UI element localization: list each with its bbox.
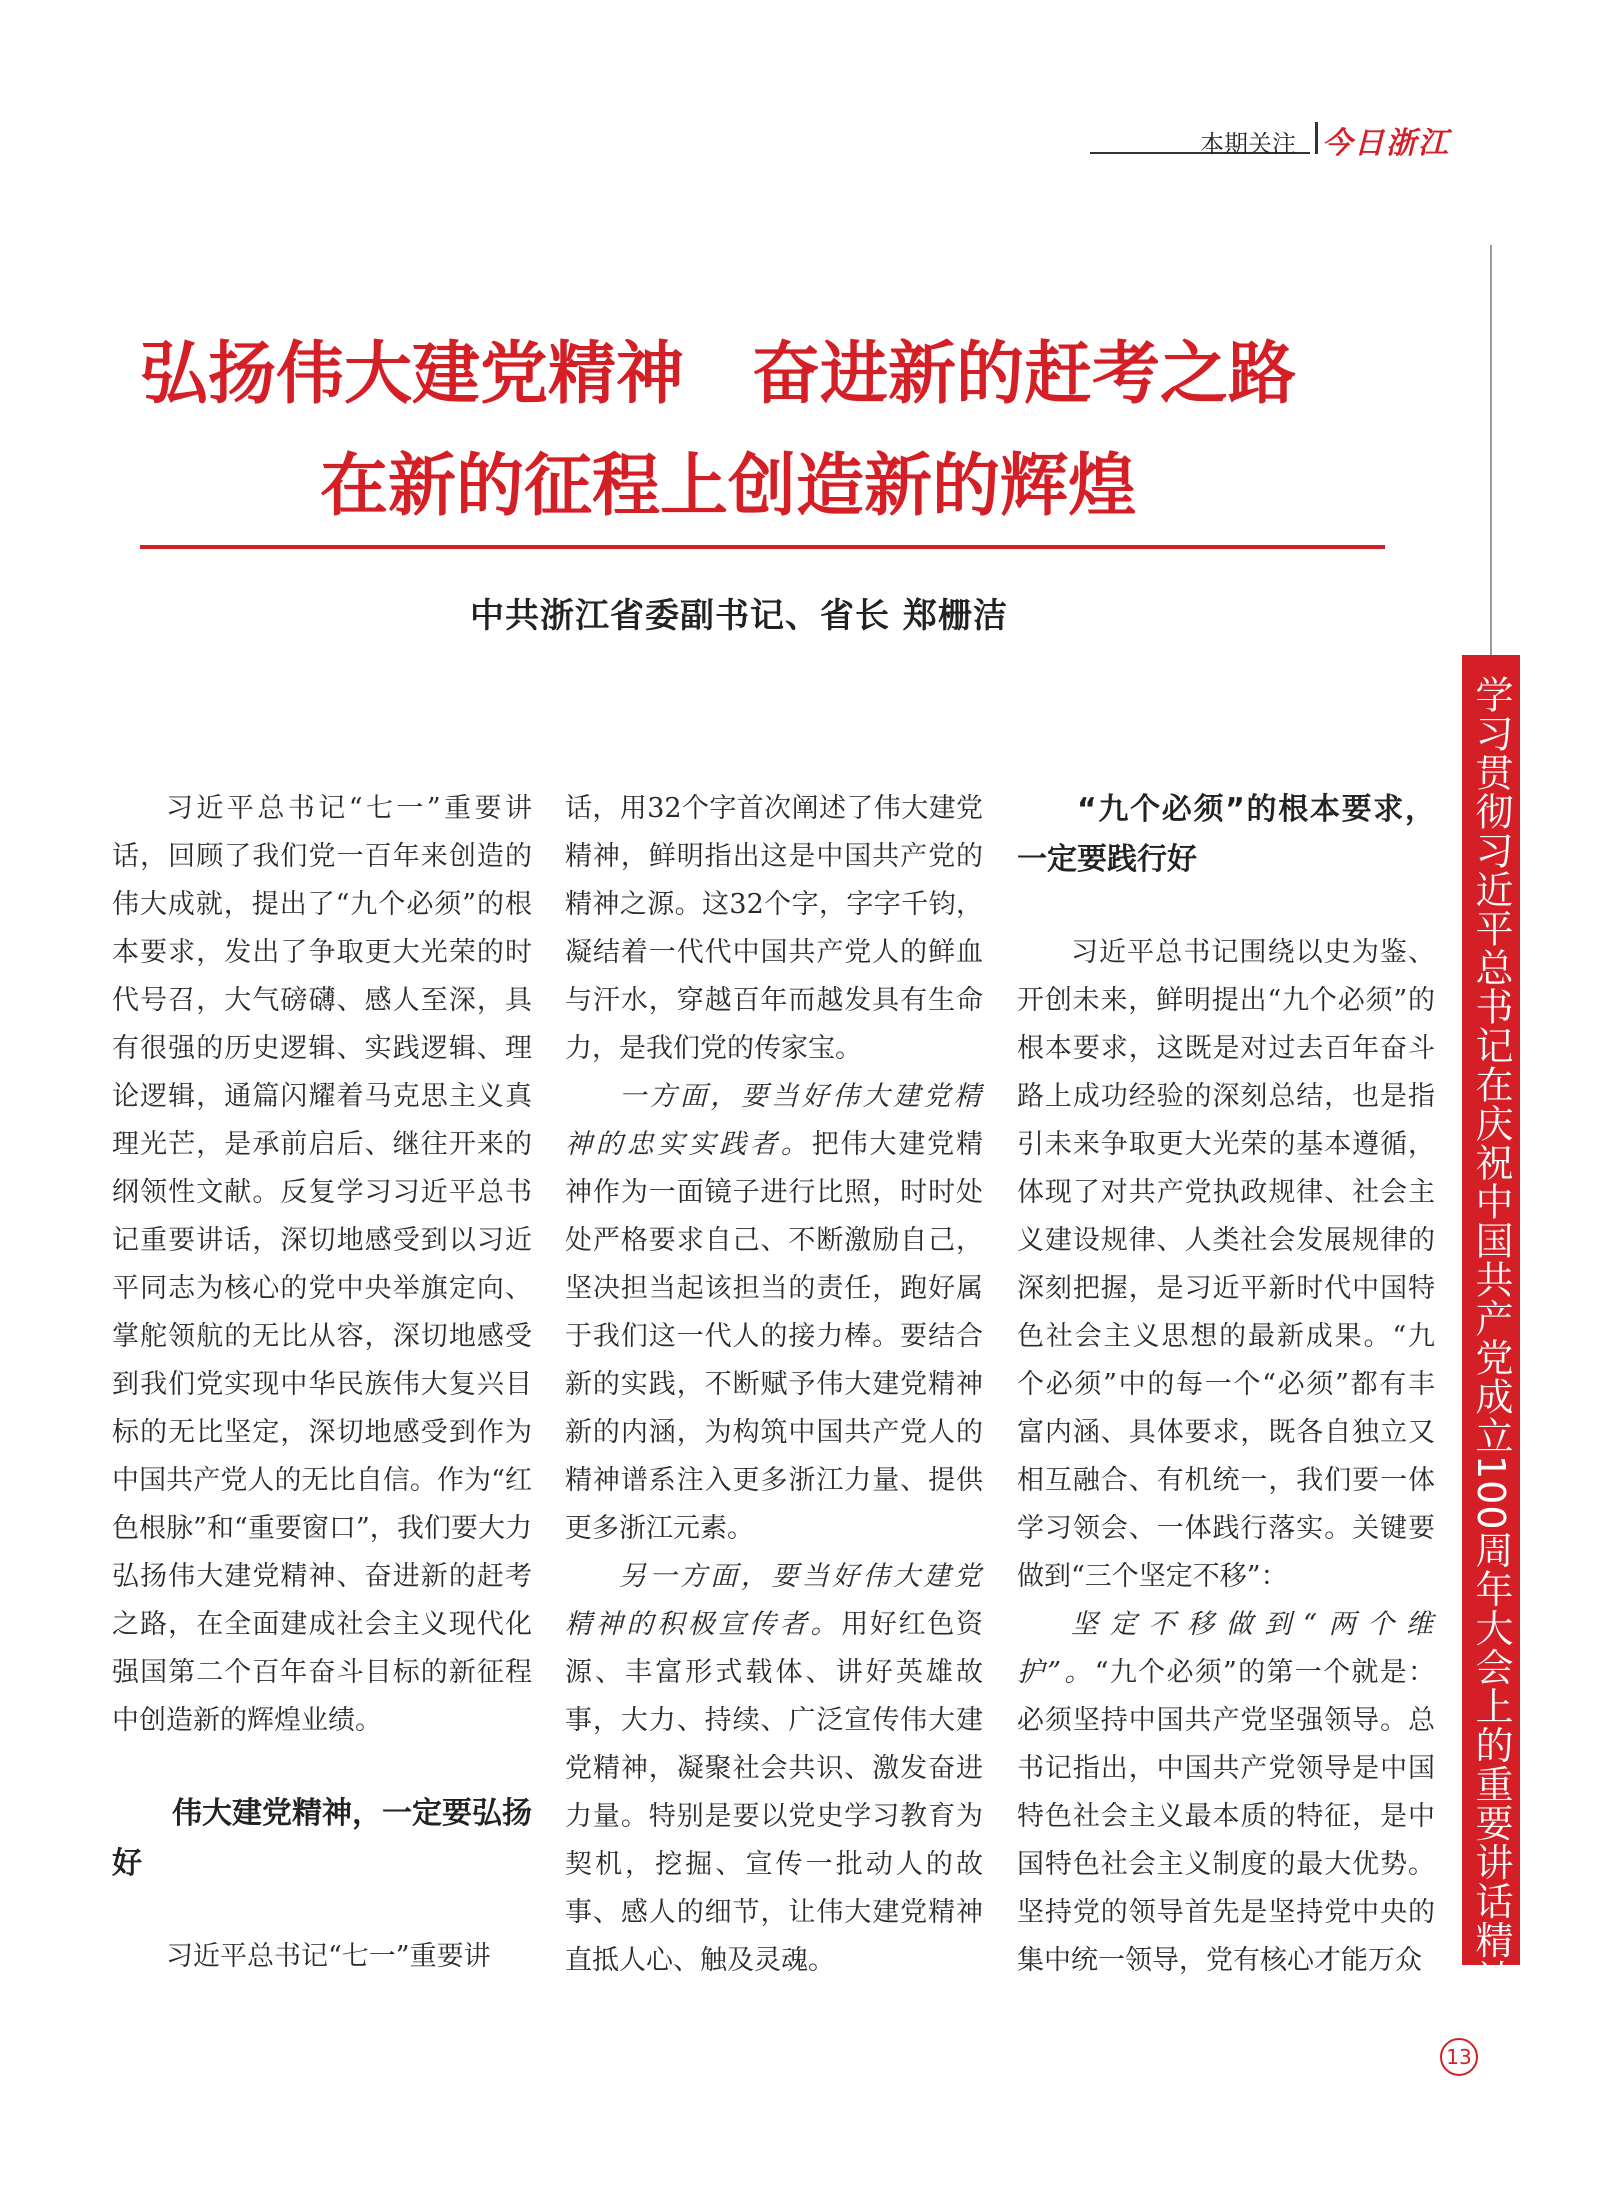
paragraph-body: 用好红色资源、丰富形式载体、讲好英雄故事，大力、持续、广泛宣传伟大建党精神，凝聚社会共识、激发奋进力量。特别是要以党史学习教育为契机，挖掘、宣传一批动人的故事、感人的细节，让伟大建党精神直抵人心、触及灵魂。: [565, 1609, 984, 1976]
paragraph-body: 把伟大建党精神作为一面镜子进行比照，时时处处严格要求自己、不断激励自己，坚决担当起该担当的责任，跑好属于我们这一代人的接力棒。要结合新的实践，不断赋予伟大建党精神新的内涵，为构筑中国共产党人的精神谱系注入更多浙江力量、提供更多浙江元素。: [565, 1129, 984, 1544]
article-title-line2: 在新的征程上创造新的辉煌: [320, 447, 1137, 526]
paragraph-lead: 另一方面，要当好伟大建党精神的积极宣传者。: [565, 1561, 983, 1640]
article-title-line1: 弘扬伟大建党精神 奋进新的赶考之路: [140, 335, 1297, 414]
header-divider: [1315, 122, 1318, 154]
paragraph: 话，用32个字首次阐述了伟大建党精神，鲜明指出这是中国共产党的精神之源。这32个字，字字千钧，凝结着一代代中国共产党人的鲜血与汗水，穿越百年而越发具有生命力，是我们党的传家宝。: [565, 793, 983, 1064]
section-heading: 伟大建党精神，一定要弘扬好: [112, 1796, 532, 1881]
paragraph: [565, 1073, 983, 1553]
text-column-3: [1017, 785, 1435, 1985]
section-heading: “九个必须”的根本要求，一定要践行好: [1017, 792, 1435, 877]
paragraph-lead: 一方面，要当好伟大建党精神的忠实实践者。: [565, 1081, 983, 1160]
article-author: 中共浙江省委副书记、省长 郑栅洁: [470, 596, 1008, 636]
magazine-logo: 今日浙江: [1322, 126, 1450, 161]
text-column-2: [565, 785, 983, 1985]
paragraph: [1017, 1601, 1435, 1985]
paragraph: 习近平总书记围绕以史为鉴、开创未来，鲜明提出“九个必须”的根本要求，这既是对过去百年奋斗路上成功经验的深刻总结，也是指引未来争取更大光荣的基本遵循，体现了对共产党执政规律、社会主义建设规律、人类社会发展规律的深刻把握，是习近平新时代中国特色社会主义思想的最新成果。“九个必须”中的每一个“必须”都有丰富内涵、具体要求，既各自独立又相互融合、有机统一，我们要一体学习领会、一体践行落实。关键要做到“三个坚定不移”：: [1017, 937, 1435, 1592]
topic-sidebar-text: 学习贯彻习近平总书记在庆祝中国共产党成立100周年大会上的重要讲话精神: [1469, 675, 1513, 1999]
paragraph-lead: 坚定不移做到“两个维护”。: [1017, 1609, 1435, 1688]
paragraph: [565, 1553, 983, 1985]
page-number: 13: [1440, 2038, 1478, 2076]
topic-sidebar: [1462, 655, 1520, 1999]
section-label: 本期关注: [1200, 130, 1296, 158]
text-column-1: [112, 785, 532, 1981]
title-underline: [140, 545, 1385, 549]
paragraph: 习近平总书记“七一”重要讲话，回顾了我们党一百年来创造的伟大成就，提出了“九个必须”的根本要求，发出了争取更大光荣的时代号召，大气磅礴、感人至深，具有很强的历史逻辑、实践逻辑、理论逻辑，通篇闪耀着马克思主义真理光芒，是承前启后、继往开来的纲领性文献。反复学习习近平总书记重要讲话，深切地感受到以习近平同志为核心的党中央举旗定向、掌舵领航的无比从容，深切地感受到我们党实现中华民族伟大复兴目标的无比坚定，深切地感受到作为中国共产党人的无比自信。作为“红色根脉”和“重要窗口”，我们要大力弘扬伟大建党精神、奋进新的赶考之路，在全面建成社会主义现代化强国第二个百年奋斗目标的新征程中创造新的辉煌业绩。: [112, 793, 532, 1736]
paragraph-body: “九个必须”的第一个就是：必须坚持中国共产党坚强领导。总书记指出，中国共产党领导是中国特色社会主义最本质的特征，是中国特色社会主义制度的最大优势。坚持党的领导首先是坚持党中央的集中统一领导，党有核心才能万众: [1017, 1657, 1435, 1976]
paragraph: 习近平总书记“七一”重要讲: [166, 1941, 491, 1972]
